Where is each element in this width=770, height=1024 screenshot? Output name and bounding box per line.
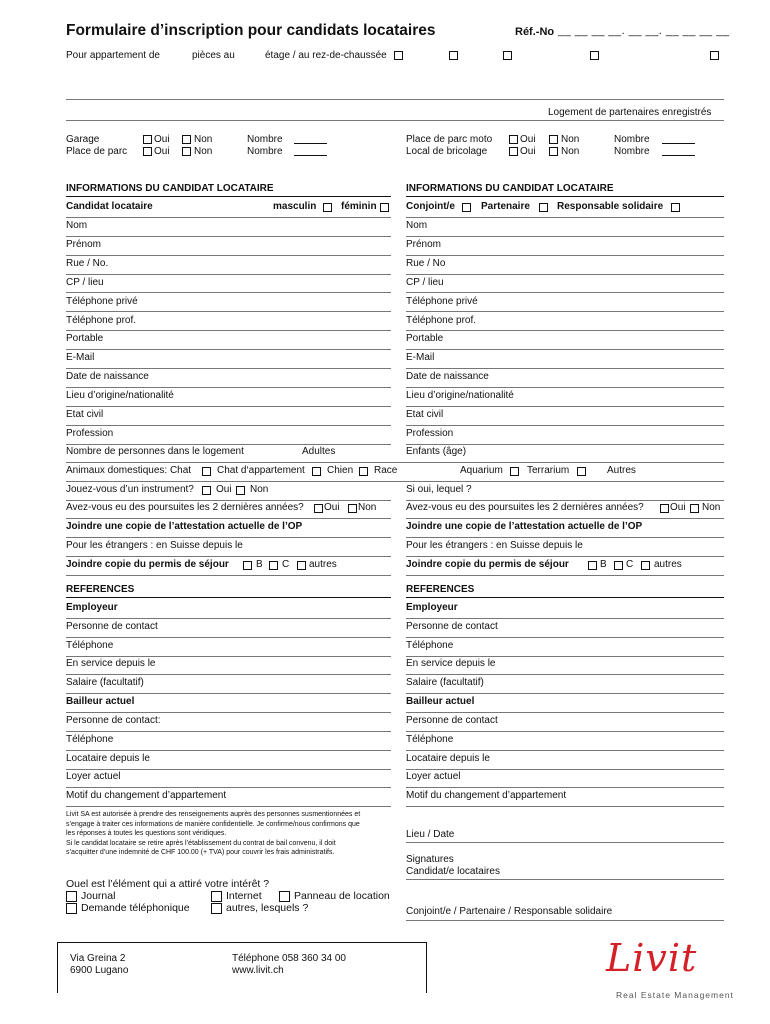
field-row[interactable] xyxy=(66,425,391,445)
place-parc-label: Place de parc xyxy=(66,146,128,157)
autres-label: autres, lesquels ? xyxy=(226,902,309,914)
chien-label: Chien xyxy=(327,465,354,476)
field-row[interactable] xyxy=(406,387,724,407)
section-rule xyxy=(406,196,724,197)
field-row[interactable] xyxy=(406,349,724,369)
pieces-label: pièces au xyxy=(192,50,235,61)
bailleur-row-right[interactable] xyxy=(406,693,724,713)
field-row[interactable] xyxy=(66,236,391,256)
page-title: Formulaire d’inscription pour candidats locataires xyxy=(66,22,436,39)
personnes-label: Nombre de personnes dans le logement xyxy=(66,446,244,457)
field-label: Profession xyxy=(66,427,114,439)
oui-label: Oui xyxy=(154,146,170,157)
permis-label: Joindre copie du permis de séjour xyxy=(406,559,569,570)
permis-row-left xyxy=(66,556,391,576)
option-checkbox-3[interactable] xyxy=(590,51,599,60)
demande-label: Demande téléphonique xyxy=(81,902,190,914)
chien-checkbox[interactable] xyxy=(359,467,368,476)
masculin-checkbox[interactable] xyxy=(323,203,332,212)
internet-checkbox[interactable] xyxy=(211,891,222,902)
salaire-row-left[interactable] xyxy=(66,674,391,694)
field-label: Lieu d’origine/nationalité xyxy=(66,390,174,402)
moto-oui-checkbox[interactable] xyxy=(509,135,518,144)
disclaimer xyxy=(66,810,360,858)
field-row[interactable] xyxy=(406,406,724,426)
contact-row-right[interactable] xyxy=(406,618,724,638)
candidat-label: Candidat locataire xyxy=(66,201,153,212)
enfants-label: Enfants (âge) xyxy=(406,446,467,457)
non-label: Non xyxy=(561,134,580,145)
etrangers-label: Pour les étrangers : en Suisse depuis le xyxy=(66,540,243,551)
salaire-label: Salaire (facultatif) xyxy=(66,677,144,688)
disclaimer-line: les réponses à toutes les questions sont véridiques. xyxy=(66,830,227,838)
permis-c-checkbox-right[interactable] xyxy=(614,561,623,570)
ref-number-field[interactable]: __ __ __ __. __ __. __ __ __ __ xyxy=(558,25,730,37)
employeur-row-right[interactable] xyxy=(406,599,724,619)
feminin-checkbox[interactable] xyxy=(380,203,389,212)
section-rule xyxy=(66,196,391,197)
telephone-row-right[interactable] xyxy=(406,637,724,657)
terrarium-checkbox[interactable] xyxy=(577,467,586,476)
partenaires-label: Logement de partenaires enregistrés xyxy=(548,107,712,118)
field-row[interactable] xyxy=(66,312,391,332)
nombre-label: Nombre xyxy=(247,146,283,157)
interet-label: Ouel est l’élément qui a attiré votre intérêt ? xyxy=(66,878,270,890)
op-row-left xyxy=(66,518,391,538)
bailleur-contact-row-left[interactable] xyxy=(66,712,391,732)
candidats-label: Candidat/e locataires xyxy=(406,866,500,877)
feminin-label: féminin xyxy=(341,201,377,212)
candidat-row xyxy=(66,198,391,218)
employeur-row-left[interactable] xyxy=(66,599,391,619)
telephone-label: Téléphone xyxy=(66,734,114,745)
field-label: Téléphone prof. xyxy=(66,314,137,326)
loyer-row-left[interactable] xyxy=(66,768,391,788)
service-row-right[interactable] xyxy=(406,655,724,675)
motif-row-right[interactable] xyxy=(406,787,724,807)
field-row[interactable] xyxy=(66,387,391,407)
signatures-label: Signatures xyxy=(406,854,454,865)
lieu-date-label: Lieu / Date xyxy=(406,829,455,840)
non-label: Non xyxy=(702,502,721,513)
disclaimer-line: Livit SA est autorisée à prendre des renseignements auprès des personnes susmentionnées et xyxy=(66,811,361,818)
place-moto-label: Place de parc moto xyxy=(406,134,493,145)
disclaimer-line: s’acquitter d’une indemnité de CHF 100.00 (+ TVA) pour couvrir les frais administratifs. xyxy=(66,849,335,857)
conjoint-row xyxy=(406,198,724,218)
ref-label: Réf.-No xyxy=(515,26,555,38)
bricolage-non-checkbox[interactable] xyxy=(549,147,558,156)
employeur-label: Employeur xyxy=(66,602,118,613)
contact-row-left[interactable] xyxy=(66,618,391,638)
locataire-depuis-row-right[interactable] xyxy=(406,750,724,770)
op-label: Joindre une copie de l’attestation actuelle de l’OP xyxy=(66,521,303,532)
permis-row-right xyxy=(406,556,724,576)
non-label: Non xyxy=(194,146,213,157)
field-label: Date de naissance xyxy=(66,371,149,383)
loyer-label: Loyer actuel xyxy=(66,771,121,782)
divider xyxy=(66,99,724,100)
website[interactable]: www.livit.ch xyxy=(232,965,284,976)
field-label: Nom xyxy=(406,220,428,231)
lieu-date-line[interactable] xyxy=(406,842,724,843)
address-line2: 6900 Lugano xyxy=(70,965,129,976)
lequel-row[interactable] xyxy=(406,481,724,501)
field-label: E-Mail xyxy=(66,352,95,364)
field-row[interactable] xyxy=(406,255,724,275)
etrangers-row-left[interactable] xyxy=(66,537,391,557)
option-checkbox-4[interactable] xyxy=(710,51,719,60)
loyer-row-right[interactable] xyxy=(406,768,724,788)
section-rule xyxy=(66,597,391,598)
demande-checkbox[interactable] xyxy=(66,903,77,914)
field-row[interactable] xyxy=(66,293,391,313)
livit-logo: Livit xyxy=(606,936,698,980)
bricolage-label: Local de bricolage xyxy=(406,146,488,157)
loyer-label: Loyer actuel xyxy=(406,771,461,782)
moto-nombre-field[interactable] xyxy=(662,134,695,144)
animaux-label: Animaux domestiques: Chat xyxy=(66,465,192,476)
field-label: Prénom xyxy=(66,238,102,250)
service-row-left[interactable] xyxy=(66,655,391,675)
oui-label: Oui xyxy=(520,134,536,145)
section-title-right: INFORMATIONS DU CANDIDAT LOCATAIRE xyxy=(406,183,614,194)
garage-oui-checkbox[interactable] xyxy=(143,135,152,144)
telephone-label: Téléphone xyxy=(66,640,114,651)
oui-label: Oui xyxy=(520,146,536,157)
adultes-label: Adultes xyxy=(302,446,336,457)
bailleur-label: Bailleur actuel xyxy=(66,696,135,707)
field-label: Téléphone privé xyxy=(66,295,138,307)
poursuites-label: Avez-vous eu des poursuites les 2 dernières années? xyxy=(66,502,304,513)
address-line1: Via Greina 2 xyxy=(70,953,126,964)
aquarium-checkbox[interactable] xyxy=(510,467,519,476)
section-rule xyxy=(406,597,724,598)
autres-checkbox[interactable] xyxy=(211,903,222,914)
phone: Téléphone 058 360 34 00 xyxy=(232,953,346,964)
field-label: Etat civil xyxy=(406,409,444,420)
field-label: Téléphone prof. xyxy=(406,314,477,326)
nombre-label: Nombre xyxy=(614,134,650,145)
poursuites-row-right xyxy=(406,499,724,519)
field-row[interactable] xyxy=(66,255,391,275)
field-row[interactable] xyxy=(406,425,724,445)
nombre-label: Nombre xyxy=(247,134,283,145)
field-row[interactable] xyxy=(406,368,724,388)
oui-label: Oui xyxy=(216,484,232,495)
aquarium-label: Aquarium xyxy=(460,465,503,476)
permis-b-checkbox[interactable] xyxy=(243,561,252,570)
references-title-left: REFERENCES xyxy=(66,584,135,595)
rez-checkbox[interactable] xyxy=(394,51,403,60)
references-title-right: REFERENCES xyxy=(406,584,475,595)
poursuites-oui-checkbox-right[interactable] xyxy=(660,504,669,513)
locataire-depuis-label: Locataire depuis le xyxy=(406,753,490,764)
bailleur-row-left[interactable] xyxy=(66,693,391,713)
bricolage-oui-checkbox[interactable] xyxy=(509,147,518,156)
field-label: Portable xyxy=(406,333,444,345)
oui-label: Oui xyxy=(324,502,340,513)
field-row[interactable] xyxy=(66,406,391,426)
etrangers-label: Pour les étrangers : en Suisse depuis le xyxy=(406,540,583,551)
partenaire-label: Partenaire xyxy=(481,201,530,212)
personnes-row[interactable] xyxy=(66,443,724,463)
divider xyxy=(66,120,724,121)
permis-autres-checkbox-right[interactable] xyxy=(641,561,650,570)
locataire-depuis-row-left[interactable] xyxy=(66,750,391,770)
signature-line[interactable] xyxy=(406,879,724,880)
salaire-row-right[interactable] xyxy=(406,674,724,694)
field-label: CP / lieu xyxy=(66,276,104,288)
section-title-left: INFORMATIONS DU CANDIDAT LOCATAIRE xyxy=(66,183,274,194)
field-label: Profession xyxy=(406,427,454,439)
chat-appart-label: Chat d‘appartement xyxy=(217,465,305,476)
partenaire-checkbox[interactable] xyxy=(539,203,548,212)
lequel-label: Si oui, lequel ? xyxy=(406,484,472,495)
field-label: Portable xyxy=(66,333,104,345)
conjoint-checkbox[interactable] xyxy=(462,203,471,212)
contact-label: Personne de contact xyxy=(406,621,498,632)
contact-label: Personne de contact: xyxy=(66,715,161,726)
employeur-label: Employeur xyxy=(406,602,458,613)
field-row[interactable] xyxy=(406,274,724,294)
responsable-label: Responsable solidaire xyxy=(557,201,664,212)
oui-label: Oui xyxy=(154,134,170,145)
bailleur-contact-row-right[interactable] xyxy=(406,712,724,732)
field-row[interactable] xyxy=(66,349,391,369)
field-label: Etat civil xyxy=(66,409,104,420)
permis-b-label: B xyxy=(256,559,263,570)
disclaimer-line: Si le candidat locataire se retire après l’établissement du contrat de bail convenu, il doit xyxy=(66,839,336,847)
permis-c-label: C xyxy=(626,559,634,570)
internet-label: Internet xyxy=(226,890,262,902)
option-checkbox-1[interactable] xyxy=(449,51,458,60)
poursuites-row-left xyxy=(66,499,391,519)
locataire-depuis-label: Locataire depuis le xyxy=(66,753,150,764)
permis-c-label: C xyxy=(282,559,290,570)
race-label: Race xyxy=(374,465,398,476)
nombre-label: Nombre xyxy=(614,146,650,157)
non-label: Non xyxy=(561,146,580,157)
option-checkbox-2[interactable] xyxy=(503,51,512,60)
garage-non-checkbox[interactable] xyxy=(182,135,191,144)
permis-c-checkbox[interactable] xyxy=(269,561,278,570)
motif-label: Motif du changement d’appartement xyxy=(406,790,567,801)
permis-b-checkbox-right[interactable] xyxy=(588,561,597,570)
field-label: Rue / No. xyxy=(66,257,109,269)
field-label: Rue / No xyxy=(406,257,446,269)
poursuites-oui-checkbox[interactable] xyxy=(314,504,323,513)
field-row[interactable] xyxy=(406,236,724,256)
parc-non-checkbox[interactable] xyxy=(182,147,191,156)
field-label: Prénom xyxy=(406,238,442,250)
chat-appart-checkbox[interactable] xyxy=(312,467,321,476)
instrument-oui-checkbox[interactable] xyxy=(202,486,211,495)
field-row[interactable] xyxy=(66,330,391,350)
instrument-row xyxy=(66,481,391,501)
permis-autres-checkbox[interactable] xyxy=(297,561,306,570)
autres-label: Autres xyxy=(607,465,636,476)
field-label: Téléphone privé xyxy=(406,295,478,307)
garage-label: Garage xyxy=(66,134,100,145)
conjoint-signature-label: Conjoint/e / Partenaire / Responsable solidaire xyxy=(406,906,613,917)
bailleur-telephone-row-left[interactable] xyxy=(66,731,391,751)
telephone-label: Téléphone xyxy=(406,640,454,651)
poursuites-non-checkbox[interactable] xyxy=(348,504,357,513)
parc-oui-checkbox[interactable] xyxy=(143,147,152,156)
masculin-label: masculin xyxy=(273,201,317,212)
field-row[interactable] xyxy=(66,217,391,237)
field-label: Lieu d’origine/nationalité xyxy=(406,390,514,402)
contact-label: Personne de contact xyxy=(406,715,498,726)
field-row[interactable] xyxy=(406,312,724,332)
terrarium-label: Terrarium xyxy=(527,465,570,476)
poursuites-label: Avez-vous eu des poursuites les 2 dernières années? xyxy=(406,502,644,513)
field-label: E-Mail xyxy=(406,352,435,364)
contact-label: Personne de contact xyxy=(66,621,158,632)
etrangers-row-right[interactable] xyxy=(406,537,724,557)
service-label: En service depuis le xyxy=(66,658,156,669)
bailleur-telephone-row-right[interactable] xyxy=(406,731,724,751)
field-label: CP / lieu xyxy=(406,276,444,288)
oui-label: Oui xyxy=(670,502,686,513)
conjoint-signature-line[interactable] xyxy=(406,920,724,921)
non-label: Non xyxy=(358,502,377,513)
poursuites-non-checkbox-right[interactable] xyxy=(690,504,699,513)
field-row[interactable] xyxy=(406,330,724,350)
field-row[interactable] xyxy=(406,293,724,313)
telephone-label: Téléphone xyxy=(406,734,454,745)
parc-nombre-field[interactable] xyxy=(294,146,327,156)
panneau-checkbox[interactable] xyxy=(279,891,290,902)
panneau-label: Panneau de location xyxy=(294,890,390,902)
non-label: Non xyxy=(250,484,269,495)
garage-nombre-field[interactable] xyxy=(294,134,327,144)
motif-label: Motif du changement d’appartement xyxy=(66,790,227,801)
journal-checkbox[interactable] xyxy=(66,891,77,902)
bricolage-nombre-field[interactable] xyxy=(662,146,695,156)
field-row[interactable] xyxy=(406,217,724,237)
op-label: Joindre une copie de l’attestation actuelle de l’OP xyxy=(406,521,643,532)
telephone-row-left[interactable] xyxy=(66,637,391,657)
salaire-label: Salaire (facultatif) xyxy=(406,677,484,688)
responsable-checkbox[interactable] xyxy=(671,203,680,212)
permis-autres-label: autres xyxy=(654,559,682,570)
permis-autres-label: autres xyxy=(309,559,337,570)
field-label: Date de naissance xyxy=(406,371,489,383)
permis-label: Joindre copie du permis de séjour xyxy=(66,559,229,570)
permis-b-label: B xyxy=(600,559,607,570)
animaux-row xyxy=(66,462,724,482)
field-label: Nom xyxy=(66,220,88,231)
bailleur-label: Bailleur actuel xyxy=(406,696,475,707)
etage-label: étage / au rez-de-chaussée xyxy=(265,50,387,61)
tagline: Real Estate Management xyxy=(616,990,734,1000)
instrument-non-checkbox[interactable] xyxy=(236,486,245,495)
instrument-label: Jouez-vous d’un instrument? xyxy=(66,484,194,495)
service-label: En service depuis le xyxy=(406,658,496,669)
op-row-right xyxy=(406,518,724,538)
motif-row-left[interactable] xyxy=(66,787,391,807)
chat-checkbox[interactable] xyxy=(202,467,211,476)
journal-label: Journal xyxy=(81,890,116,902)
moto-non-checkbox[interactable] xyxy=(549,135,558,144)
field-row[interactable] xyxy=(66,274,391,294)
disclaimer-line: s’engage à traiter ces informations de manière confidentielle. Je confirme/nous confirmons que xyxy=(66,820,360,828)
non-label: Non xyxy=(194,134,213,145)
field-row[interactable] xyxy=(66,368,391,388)
appartement-label: Pour appartement de xyxy=(66,50,160,61)
conjoint-label: Conjoint/e xyxy=(406,201,455,212)
